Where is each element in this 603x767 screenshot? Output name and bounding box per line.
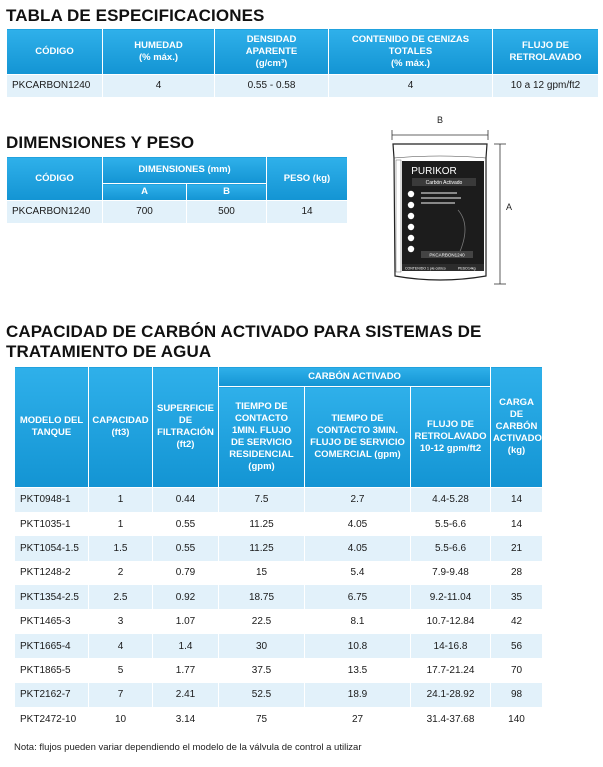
dims-cell: 700 <box>103 201 187 223</box>
cap-cell: 21 <box>491 536 543 560</box>
cap-cell: 3.14 <box>153 707 219 731</box>
cap-header: CAPACIDAD (ft3) <box>89 367 153 488</box>
spec-title: TABLA DE ESPECIFICACIONES <box>6 6 265 25</box>
cap-cell: 7 <box>89 683 153 707</box>
bag-label-b: B <box>436 115 444 125</box>
cap-cell: 30 <box>219 634 305 658</box>
dims-cell: PKCARBON1240 <box>7 201 103 223</box>
spec-header: CONTENIDO DE CENIZAS TOTALES (% máx.) <box>329 29 493 75</box>
cap-cell: 27 <box>305 707 411 731</box>
cap-cell: 0.92 <box>153 585 219 609</box>
footnote: Nota: flujos pueden variar dependiendo el modelo de la válvula de control a utilizar <box>14 742 362 753</box>
bag-product: Carbón Activado <box>425 180 463 186</box>
cap-cell: 56 <box>491 634 543 658</box>
cap-cell: 5.5-6.6 <box>411 512 491 536</box>
cap-cell: 31.4-37.68 <box>411 707 491 731</box>
cap-cell: PKT1054-1.5 <box>15 536 89 560</box>
spec-cell: 4 <box>103 75 215 97</box>
dims-header-weight: PESO (kg) <box>267 157 348 201</box>
spec-cell: PKCARBON1240 <box>7 75 103 97</box>
spec-cell: 4 <box>329 75 493 97</box>
table-row <box>15 536 543 560</box>
table-row <box>7 75 599 97</box>
table-row <box>15 683 543 707</box>
cap-header: CARGA DE CARBÓN ACTIVADO (kg) <box>491 367 543 488</box>
bag-weight: 14kg <box>468 266 476 271</box>
dims-title: DIMENSIONES Y PESO <box>6 133 195 152</box>
cap-cell: PKT1354-2.5 <box>15 585 89 609</box>
cap-cell: 14-16.8 <box>411 634 491 658</box>
cap-cell: PKT2472-10 <box>15 707 89 731</box>
dims-cell: 14 <box>267 201 348 223</box>
spec-table <box>6 28 599 97</box>
cap-cell: PKT1248-2 <box>15 561 89 585</box>
cap-cell: 4.4-5.28 <box>411 488 491 512</box>
dims-header-a: A <box>103 184 187 201</box>
bag-brand: PURIKOR <box>411 166 457 177</box>
cap-cell: 9.2-11.04 <box>411 585 491 609</box>
cap-cell: 2.7 <box>305 488 411 512</box>
cap-cell: PKT2162-7 <box>15 683 89 707</box>
cap-cell: 22.5 <box>219 609 305 633</box>
cap-cell: 37.5 <box>219 658 305 682</box>
cap-cell: PKT1465-3 <box>15 609 89 633</box>
table-row <box>15 488 543 512</box>
cap-cell: 0.44 <box>153 488 219 512</box>
bag-label-a: A <box>506 202 513 212</box>
bag-content: CONTENIDO 1 pie cúbico <box>405 266 446 271</box>
cap-group-header: CARBÓN ACTIVADO <box>219 367 491 387</box>
cap-cell: 17.7-21.24 <box>411 658 491 682</box>
cap-cell: 2.41 <box>153 683 219 707</box>
table-row <box>15 512 543 536</box>
table-row <box>15 634 543 658</box>
cap-cell: 7.9-9.48 <box>411 561 491 585</box>
cap-header-row <box>15 367 543 387</box>
table-row <box>15 585 543 609</box>
cap-cell: PKT1665-4 <box>15 634 89 658</box>
cap-cell: 10.8 <box>305 634 411 658</box>
cap-cell: PKT1865-5 <box>15 658 89 682</box>
table-row <box>15 561 543 585</box>
cap-cell: 10.7-12.84 <box>411 609 491 633</box>
spec-header: HUMEDAD (% máx.) <box>103 29 215 75</box>
cap-cell: 3 <box>89 609 153 633</box>
capacity-table <box>14 366 543 731</box>
cap-cell: 0.55 <box>153 512 219 536</box>
dims-header-row <box>7 157 348 184</box>
cap-cell: PKT0948-1 <box>15 488 89 512</box>
bag-code: PKCARBON1240 <box>429 252 465 258</box>
cap-cell: 1.4 <box>153 634 219 658</box>
product-bag-illustration <box>388 115 492 291</box>
spec-header: FLUJO DE RETROLAVADO <box>493 29 599 75</box>
cap-header: TIEMPO DE CONTACTO 1MIN. FLUJO DE SERVICIO RESIDENCIAL (gpm) <box>219 387 305 488</box>
cap-cell: 5 <box>89 658 153 682</box>
cap-cell: 0.55 <box>153 536 219 560</box>
cap-cell: 52.5 <box>219 683 305 707</box>
cap-cell: 140 <box>491 707 543 731</box>
cap-cell: 1.77 <box>153 658 219 682</box>
table-row <box>7 201 348 223</box>
cap-cell: 1.07 <box>153 609 219 633</box>
cap-cell: 15 <box>219 561 305 585</box>
cap-title: CAPACIDAD DE CARBÓN ACTIVADO PARA SISTEMAS DE TRATAMIENTO DE AGUA <box>6 322 482 361</box>
cap-cell: 1 <box>89 512 153 536</box>
dimension-a-marker <box>492 140 522 290</box>
cap-cell: 14 <box>491 512 543 536</box>
spec-header: DENSIDAD APARENTE (g/cm³) <box>215 29 329 75</box>
cap-header: TIEMPO DE CONTACTO 3MIN. FLUJO DE SERVICIO COMERCIAL (gpm) <box>305 387 411 488</box>
cap-header: FLUJO DE RETROLAVADO 10-12 gpm/ft2 <box>411 387 491 488</box>
dims-cell: 500 <box>187 201 267 223</box>
cap-cell: 7.5 <box>219 488 305 512</box>
cap-cell: 75 <box>219 707 305 731</box>
bag-peso: PESO <box>458 266 468 271</box>
cap-cell: 5.5-6.6 <box>411 536 491 560</box>
cap-cell: 35 <box>491 585 543 609</box>
cap-cell: 70 <box>491 658 543 682</box>
dims-header-dimensions: DIMENSIONES (mm) <box>103 157 267 184</box>
dims-header-code: CÓDIGO <box>7 157 103 201</box>
cap-cell: 18.9 <box>305 683 411 707</box>
cap-cell: 10 <box>89 707 153 731</box>
dims-table <box>6 156 348 223</box>
cap-cell: 4.05 <box>305 512 411 536</box>
cap-cell: 5.4 <box>305 561 411 585</box>
cap-cell: 4 <box>89 634 153 658</box>
cap-cell: 11.25 <box>219 536 305 560</box>
cap-cell: 4.05 <box>305 536 411 560</box>
cap-cell: 2 <box>89 561 153 585</box>
spec-header: CÓDIGO <box>7 29 103 75</box>
cap-cell: 28 <box>491 561 543 585</box>
cap-cell: 18.75 <box>219 585 305 609</box>
cap-cell: 14 <box>491 488 543 512</box>
cap-cell: 6.75 <box>305 585 411 609</box>
cap-header: SUPERFICIE DE FILTRACIÓN (ft2) <box>153 367 219 488</box>
cap-cell: 11.25 <box>219 512 305 536</box>
cap-cell: 98 <box>491 683 543 707</box>
cap-cell: 2.5 <box>89 585 153 609</box>
dims-header-b: B <box>187 184 267 201</box>
spec-header-row <box>7 29 599 75</box>
cap-cell: 13.5 <box>305 658 411 682</box>
table-row <box>15 707 543 731</box>
cap-cell: 0.79 <box>153 561 219 585</box>
table-row <box>15 658 543 682</box>
cap-cell: 42 <box>491 609 543 633</box>
spec-cell: 0.55 - 0.58 <box>215 75 329 97</box>
cap-cell: 1.5 <box>89 536 153 560</box>
cap-cell: 8.1 <box>305 609 411 633</box>
table-row <box>15 609 543 633</box>
cap-cell: 24.1-28.92 <box>411 683 491 707</box>
spec-cell: 10 a 12 gpm/ft2 <box>493 75 599 97</box>
cap-cell: 1 <box>89 488 153 512</box>
cap-cell: PKT1035-1 <box>15 512 89 536</box>
cap-header: MODELO DEL TANQUE <box>15 367 89 488</box>
